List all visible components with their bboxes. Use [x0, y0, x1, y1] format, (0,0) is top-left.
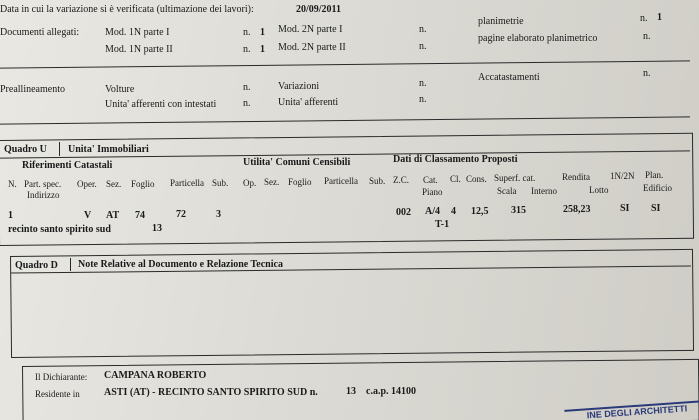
doc-mod2n-parte1-n: n.	[419, 24, 427, 35]
col-indirizzo: Indirizzo	[27, 190, 60, 200]
unita-afferenti-label: Unita' afferenti	[278, 97, 339, 108]
variazioni-n: n.	[419, 78, 427, 89]
documenti-label: Documenti allegati:	[0, 27, 80, 38]
divider-line	[0, 116, 690, 124]
unita-intestati-label: Unita' afferenti con intestati	[105, 99, 217, 110]
dichiarante-label: Il Dichiarante:	[35, 372, 88, 382]
col-op: Op.	[243, 178, 257, 188]
residente-label: Residente in	[35, 389, 80, 399]
col-1n2n: 1N/2N	[610, 171, 635, 181]
col-rendita: Rendita	[562, 172, 590, 182]
quadro-u-title-divider	[59, 142, 60, 156]
row-piano: T-1	[435, 219, 450, 230]
row-superf: 315	[511, 205, 526, 216]
residente-value: ASTI (AT) - RECINTO SANTO SPIRITO SUD n.	[104, 387, 318, 398]
doc-mod1n-parte1: Mod. 1N parte I	[105, 27, 170, 38]
variazioni-label: Variazioni	[278, 81, 320, 92]
date-label: Data in cui la variazione si è verificata (ultimazione dei lavori):	[0, 4, 254, 15]
col-edificio: Edificio	[643, 183, 672, 193]
col-sub-2: Sub.	[369, 176, 386, 186]
preallineamento-label: Preallineamento	[0, 84, 65, 95]
row-1n2n: SI	[620, 203, 630, 214]
stamp-text: INE DEGLI ARCHITETTI	[586, 403, 688, 420]
col-piano: Piano	[422, 187, 443, 197]
col-zc: Z.C.	[393, 175, 410, 185]
divider-line	[0, 60, 690, 68]
row-cons: 12,5	[471, 206, 489, 217]
col-lotto: Lotto	[589, 185, 609, 195]
row-sez: AT	[106, 210, 120, 221]
doc-planimetrie: planimetrie	[478, 16, 524, 27]
accatastamenti-label: Accatastamenti	[478, 72, 540, 83]
doc-mod1n-parte1-value: 1	[260, 27, 265, 38]
row-zc: 002	[396, 207, 411, 218]
col-sez-2: Sez.	[264, 177, 280, 187]
doc-elaborato: pagine elaborato planimetrico	[478, 33, 598, 44]
residente-civico: 13	[346, 386, 356, 397]
doc-mod2n-parte2-n: n.	[419, 41, 427, 52]
doc-mod1n-parte2-value: 1	[260, 44, 265, 55]
date-value: 20/09/2011	[296, 4, 342, 15]
residente-cap: c.a.p. 14100	[366, 386, 416, 397]
col-cat: Cat.	[423, 175, 438, 185]
col-sez: Sez.	[106, 179, 122, 189]
dichiarante-value: CAMPANA ROBERTO	[104, 370, 207, 381]
row-particella: 72	[176, 209, 186, 220]
quadro-u-title: Quadro U	[4, 144, 47, 155]
doc-planimetrie-n: n.	[640, 13, 648, 24]
doc-elaborato-n: n.	[643, 31, 651, 42]
row-cl: 4	[451, 206, 456, 217]
col-cl: Cl.	[450, 174, 461, 184]
row-n: 1	[8, 210, 13, 221]
doc-mod2n-parte1: Mod. 2N parte I	[278, 24, 343, 35]
col-cons: Cons.	[466, 174, 487, 184]
col-scala: Scala	[497, 186, 517, 196]
col-sub: Sub.	[212, 178, 229, 188]
quadro-d-title: Quadro D	[15, 260, 58, 271]
row-indirizzo: recinto santo spirito sud	[8, 224, 111, 235]
unita-intestati-n: n.	[243, 98, 251, 109]
row-oper: V	[84, 210, 92, 221]
doc-mod1n-parte2-n: n.	[243, 44, 251, 55]
quadro-u-subtitle: Unita' Immobiliari	[68, 144, 149, 155]
col-oper: Oper.	[77, 179, 97, 189]
row-sub: 3	[216, 209, 221, 220]
quadro-d-subtitle: Note Relative al Documento e Relazione Tecnica	[78, 259, 283, 270]
row-foglio: 74	[135, 210, 145, 221]
doc-mod1n-parte1-n: n.	[243, 27, 251, 38]
quadro-d-title-divider	[70, 258, 71, 271]
doc-planimetrie-value: 1	[657, 12, 662, 23]
accatastamenti-n: n.	[643, 68, 651, 79]
unita-afferenti-n: n.	[419, 94, 427, 105]
row-rendita: 258,23	[563, 204, 591, 215]
doc-mod1n-parte2: Mod. 1N parte II	[105, 44, 173, 55]
doc-mod2n-parte2: Mod. 2N parte II	[278, 42, 346, 53]
group-riferimenti-catastali: Riferimenti Catastali	[22, 160, 113, 171]
col-particella-2: Particella	[324, 176, 358, 186]
row-plan: SI	[651, 203, 661, 214]
col-foglio-2: Foglio	[288, 177, 312, 187]
col-foglio: Foglio	[131, 179, 155, 189]
col-part-spec: Part. spec.	[24, 179, 62, 189]
volture-label: Volture	[105, 84, 135, 95]
row-civico: 13	[152, 223, 162, 234]
volture-n: n.	[243, 82, 251, 93]
col-superf-cat: Superf. cat.	[494, 173, 536, 183]
row-cat: A/4	[425, 206, 440, 217]
col-particella: Particella	[170, 178, 204, 188]
group-utilita-comuni: Utilita' Comuni Censibili	[243, 157, 351, 168]
group-dati-classamento: Dati di Classamento Proposti	[393, 154, 518, 165]
col-plan: Plan.	[645, 170, 664, 180]
col-interno: Interno	[531, 186, 557, 196]
col-n: N.	[8, 179, 17, 189]
